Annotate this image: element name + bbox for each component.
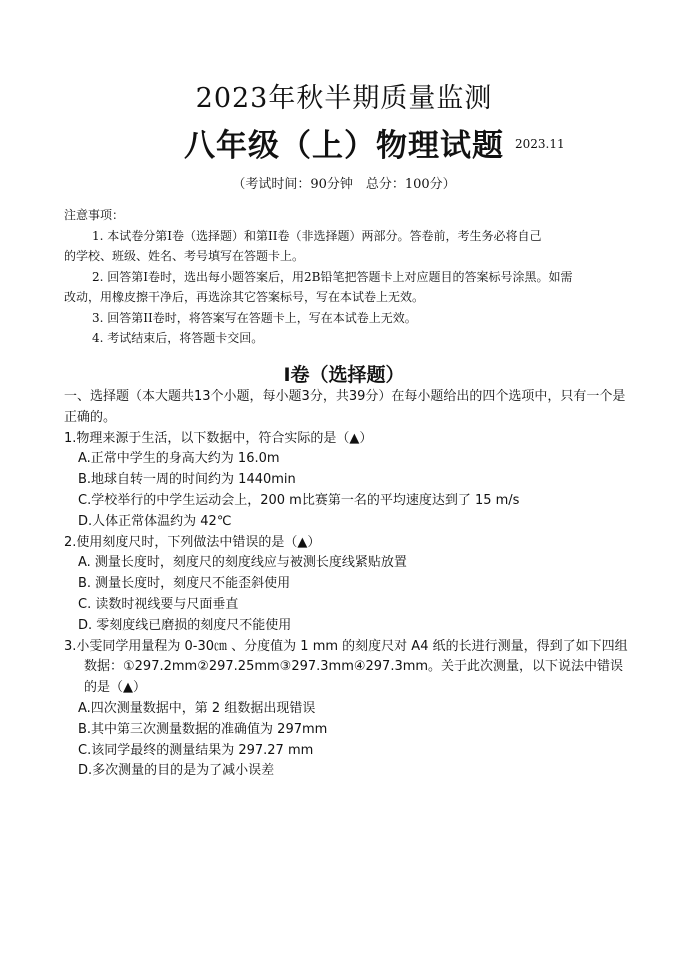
question-body <box>64 387 634 782</box>
question-stem: 2.使用刻度尺时，下列做法中错误的是（▲） <box>64 534 321 550</box>
notice-line: 改动，用橡皮擦干净后，再选涂其它答案标号，写在本试卷上无效。 <box>64 290 425 304</box>
question-option: A.四次测量数据中，第 2 组数据出现错误 <box>78 700 316 716</box>
question-option: A.正常中学生的身高大约为 16.0m <box>78 451 280 467</box>
question-option: D.人体正常体温约为 42℃ <box>78 513 232 529</box>
question-option: D. 零刻度线已磨损的刻度尺不能使用 <box>78 617 292 633</box>
exam-title: 2023年秋半期质量监测 <box>195 83 493 114</box>
question-option: B.其中第三次测量数据的准确值为 297mm <box>78 721 328 737</box>
section-title: I卷（选择题） <box>283 364 405 386</box>
notice-section <box>64 205 634 349</box>
question-option: B.地球自转一周的时间约为 1440min <box>78 472 296 488</box>
exam-date: 2023.11 <box>515 137 565 151</box>
exam-info: （考试时间：90分钟 总分：100分） <box>232 177 456 192</box>
question-stem: 1.物理来源于生活，以下数据中，符合实际的是（▲） <box>64 430 373 446</box>
question-option: C.该同学最终的测量结果为 297.27 mm <box>78 742 314 758</box>
notice-line: 1. 本试卷分第I卷（选择题）和第II卷（非选择题）两部分。答卷前，考生务必将自己 <box>92 228 542 243</box>
main-title: 八年级（上）物理试题 <box>184 128 504 164</box>
main-title-row <box>0 120 688 165</box>
notice-line: 的学校、班级、姓名、考号填写在答题卡上。 <box>64 249 305 263</box>
question-option: A. 测量长度时，刻度尺的刻度线应与被测长度线紧贴放置 <box>78 555 407 571</box>
question-option: C. 读数时视线要与尺面垂直 <box>78 596 239 612</box>
notice-heading: 注意事项： <box>64 208 125 222</box>
question-option: B. 测量长度时，刻度尺不能歪斜使用 <box>78 576 291 592</box>
question-stem: 3.小雯同学用量程为 0-30㎝ 、分度值为 1 mm 的刻度尺对 A4 纸的长进行测量，得到了如下四组数据：①297.2mm②297.25mm③297.3mm④297.3mm。关于此次测量，以下说法中错误的是（▲） <box>64 638 628 696</box>
notice-line: 4. 考试结束后，将答题卡交回。 <box>92 331 264 345</box>
notice-line: 2. 回答第I卷时，选出每小题答案后，用2B铅笔把答题卡上对应题目的答案标号涂黑。如需 <box>92 269 573 284</box>
question-option: D.多次测量的目的是为了减小误差 <box>78 763 275 779</box>
notice-line: 3. 回答第II卷时，将答案写在答题卡上，写在本试卷上无效。 <box>92 310 417 325</box>
section-intro: 一、选择题（本大题共13个小题，每小题3分，共39分）在每小题给出的四个选项中，只有一个是正确的。 <box>64 389 626 425</box>
question-option: C.学校举行的中学生运动会上，200 m比赛第一名的平均速度达到了 15 m/s <box>78 492 520 508</box>
